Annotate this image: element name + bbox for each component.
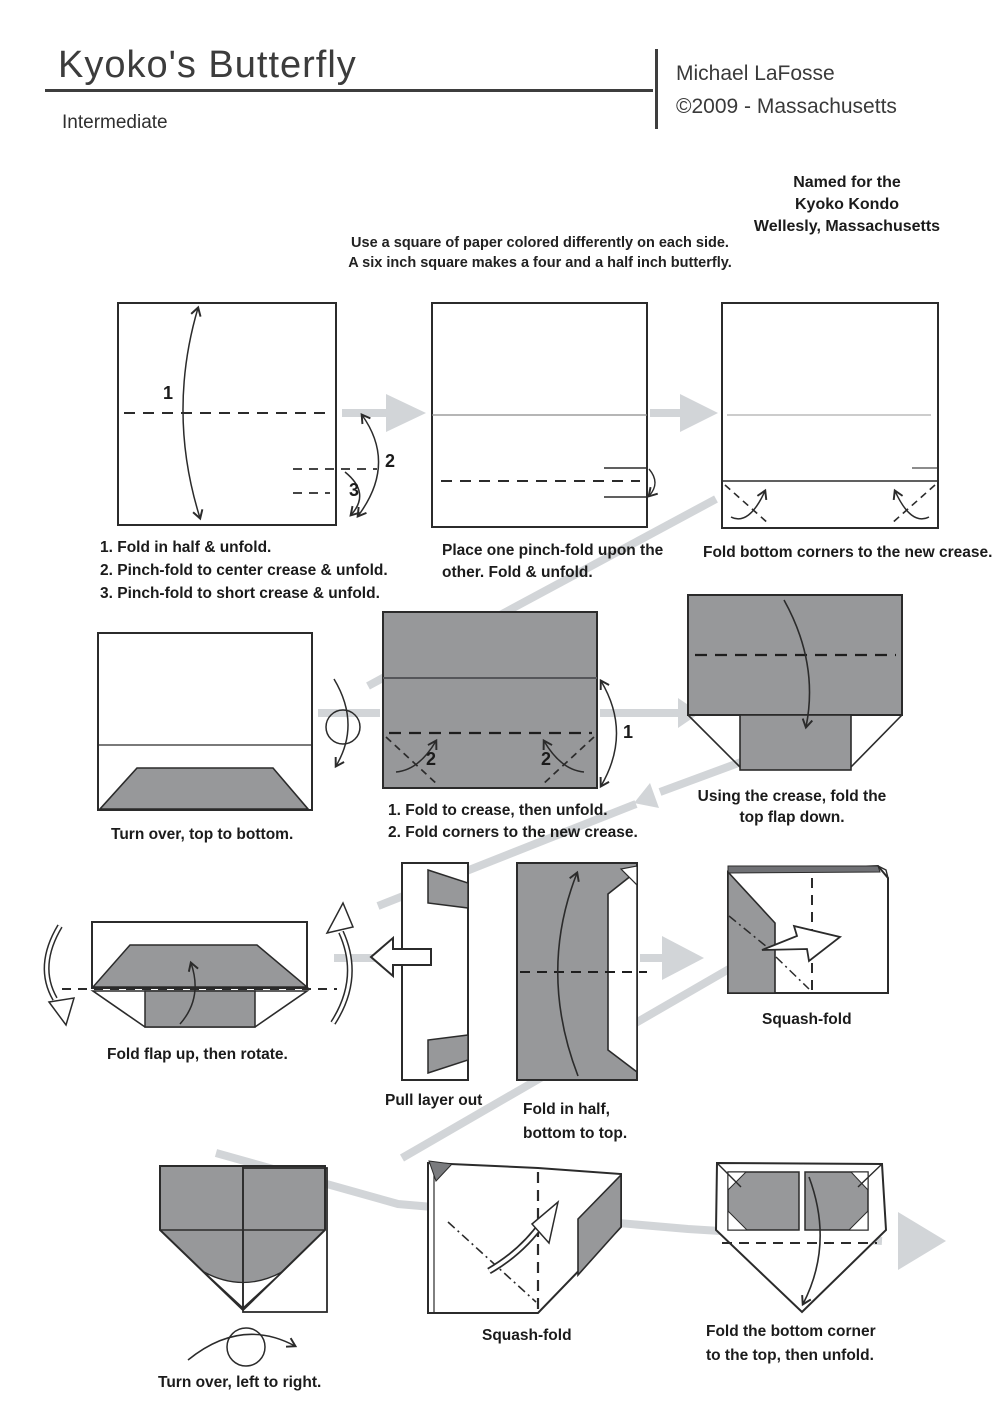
paper-instructions — [320, 233, 760, 273]
fold-number-2a: 2 — [426, 749, 437, 769]
step10-diagram — [728, 866, 888, 993]
caption-line: Turn over, left to right. — [158, 1374, 322, 1391]
caption-step3 — [703, 541, 992, 564]
fold-number-1b: 1 — [623, 722, 634, 742]
edge-line — [688, 715, 740, 767]
caption-line: Fold flap up, then rotate. — [107, 1046, 288, 1063]
rotate-arrowhead-right — [327, 903, 353, 933]
intro-line: Use a square of paper colored differently on each side. — [351, 235, 729, 251]
step7-diagram — [47, 903, 353, 1027]
dedication-line: Kyoko Kondo — [795, 196, 899, 213]
step13-diagram — [716, 1163, 886, 1312]
caption-line: 2. Pinch-fold to center crease & unfold. — [100, 562, 388, 579]
caption-step9 — [523, 1098, 627, 1146]
turn-over-icon — [227, 1328, 265, 1366]
caption-step13 — [706, 1320, 876, 1368]
edge-line — [851, 715, 902, 767]
caption-line: Fold in half, — [523, 1101, 610, 1118]
caption-line: Place one pinch-fold upon the — [442, 542, 664, 559]
paper — [383, 612, 597, 788]
caption-step12 — [482, 1324, 572, 1347]
caption-step5 — [388, 800, 638, 844]
caption-line: top flap down. — [739, 809, 845, 826]
paper-edge — [728, 866, 880, 873]
flow-arrowhead — [680, 394, 718, 432]
fold-arrow — [649, 469, 655, 496]
caption-line: Fold the bottom corner — [706, 1323, 876, 1340]
fold-number-1: 1 — [163, 383, 174, 403]
caption-step10 — [762, 1008, 852, 1031]
copyright-line: ©2009 - Massachusetts — [676, 95, 897, 118]
fold-number-2b: 2 — [541, 749, 552, 769]
caption-line: 3. Pinch-fold to short crease & unfold. — [100, 585, 380, 602]
colored-flap — [100, 768, 308, 809]
caption-line: Turn over, top to bottom. — [111, 826, 294, 843]
title-underline — [45, 89, 653, 92]
fold-number-3: 3 — [349, 480, 360, 500]
fold-number-2: 2 — [385, 451, 396, 471]
caption-line: Using the crease, fold the — [697, 788, 887, 805]
fold-arrow — [601, 681, 617, 786]
dedication-block — [727, 172, 967, 238]
caption-line: 2. Fold corners to the new crease. — [388, 824, 638, 841]
fold-arrow — [358, 415, 379, 516]
header-divider — [655, 49, 658, 129]
step11-diagram — [160, 1166, 327, 1366]
caption-line: other. Fold & unfold. — [442, 564, 593, 581]
difficulty-level: Intermediate — [62, 112, 168, 133]
caption-step8 — [385, 1089, 482, 1112]
caption-line: to the top, then unfold. — [706, 1347, 874, 1364]
flow-arrowhead — [898, 1212, 946, 1270]
turn-over-arrow — [334, 679, 348, 766]
flow-arrowhead — [386, 394, 426, 432]
step6-diagram — [688, 595, 902, 770]
step2-diagram — [432, 303, 655, 527]
turn-over-arrow — [188, 1334, 295, 1360]
page-title: Kyoko's Butterfly — [58, 44, 357, 86]
step8-diagram — [371, 863, 468, 1080]
author-name: Michael LaFosse — [676, 62, 835, 85]
intro-line: A six inch square makes a four and a half inch butterfly. — [348, 255, 732, 271]
flow-arrowhead — [662, 936, 704, 980]
caption-step2 — [442, 540, 663, 584]
colored-tab — [145, 991, 255, 1027]
step1-diagram — [118, 303, 379, 525]
caption-step1 — [100, 536, 388, 605]
dedication-line: Wellesly, Massachusetts — [753, 218, 941, 235]
caption-line: Pull layer out — [385, 1092, 483, 1109]
caption-step6 — [692, 786, 892, 828]
step12-diagram — [428, 1161, 621, 1313]
step3-diagram — [722, 303, 938, 528]
dedication-line: Named for the — [793, 174, 901, 191]
caption-line: 1. Fold to crease, then unfold. — [388, 802, 608, 819]
step5-diagram — [383, 612, 617, 788]
step9-diagram — [517, 863, 647, 1080]
caption-line: Squash-fold — [762, 1011, 852, 1028]
caption-step7 — [107, 1043, 288, 1066]
caption-step11 — [158, 1371, 321, 1394]
caption-line: Squash-fold — [482, 1327, 572, 1344]
step4-diagram — [98, 633, 360, 810]
caption-line: bottom to top. — [523, 1125, 628, 1142]
caption-line: 1. Fold in half & unfold. — [100, 539, 272, 556]
paper-tab — [740, 715, 851, 770]
caption-line: Fold bottom corners to the new crease. — [703, 544, 993, 561]
caption-step4 — [111, 823, 293, 846]
rotate-arrowhead-left — [49, 998, 74, 1025]
